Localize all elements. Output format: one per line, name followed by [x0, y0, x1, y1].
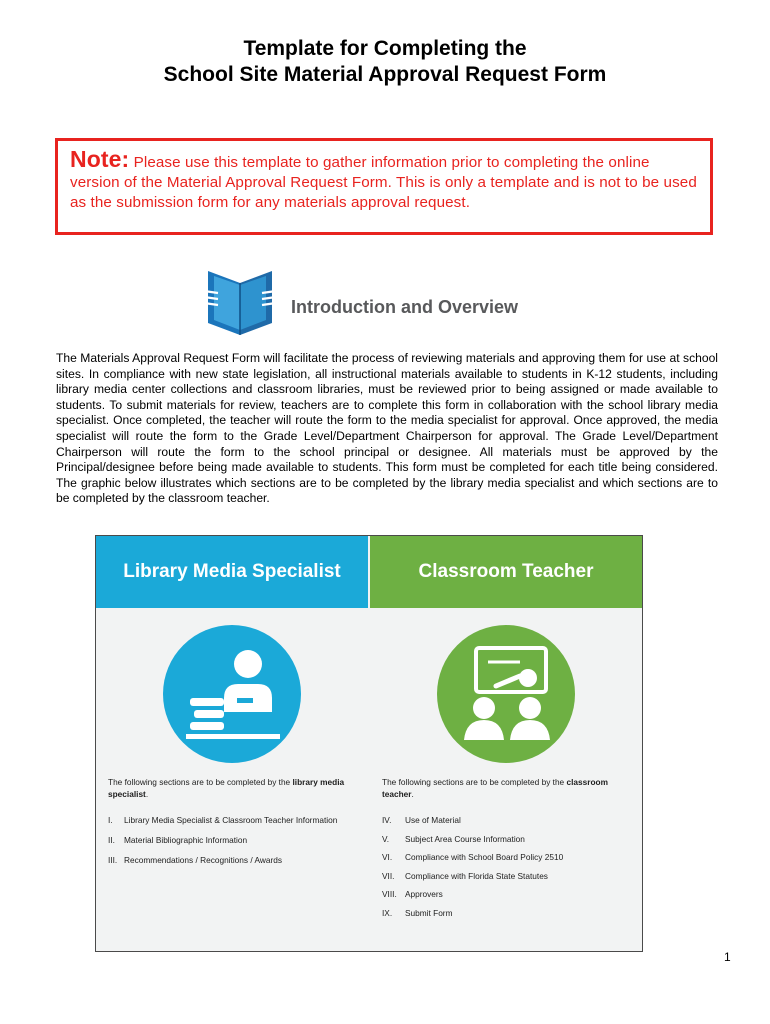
- librarian-lead: The following sections are to be completed by the library media specialist.: [108, 777, 345, 799]
- section-item: IX. Submit Form: [382, 907, 453, 918]
- intro-body: The Materials Approval Request Form will facilitate the process of reviewing materials and approving them for use at school sites. In compliance with new state legislation, all instructional materials available to students in K-12 students, including library media center collections and classroom libraries, must be reviewed prior to being assigned or made available to students. To submit materials for review, teachers are to complete this form in collaboration with the school library media specialist. Once completed, the teacher will route the form to the media specialist for approval. Once approved, the media specialist will route the form to the Grade Level/Department Chairperson for approval. The Grade Level/Department Chairperson will route the form to the school principal or designee. All materials must be approved by the Principal/designee before being made available to students. This form must be completed for each title being considered. The graphic below illustrates which sections are to be completed by the library media specialist and which sections are to be completed by the classroom teacher.: [56, 351, 718, 506]
- teacher-sections: [382, 776, 632, 925]
- librarian-column: [96, 536, 368, 951]
- teacher-circle: [370, 624, 642, 764]
- librarian-header: Library Media Specialist: [96, 536, 368, 608]
- librarian-at-desk-icon: [162, 624, 302, 764]
- page-title: [0, 36, 770, 88]
- roles-graphic: [95, 535, 643, 952]
- section-item: III. Recommendations / Recognitions / Awards: [108, 855, 283, 865]
- librarian-lead-bold: library media specialist: [108, 777, 345, 799]
- teacher-at-board-icon: [436, 624, 576, 764]
- page-number: 1: [724, 950, 731, 964]
- librarian-circle: [96, 624, 368, 764]
- teacher-column: [370, 536, 642, 951]
- teacher-lead-bold: classroom teacher: [382, 777, 609, 799]
- title-line-2: School Site Material Approval Request Form: [163, 63, 607, 86]
- section-item: VII. Compliance with Florida State Statutes: [382, 870, 548, 881]
- intro-heading: Introduction and Overview: [291, 297, 519, 317]
- section-item: I. Library Media Specialist & Classroom Teacher Information: [108, 815, 338, 825]
- section-item: IV. Use of Material: [382, 815, 461, 825]
- note-box: [55, 138, 713, 235]
- section-item: VI. Compliance with School Board Policy 2510: [382, 852, 564, 862]
- librarian-sections: [108, 776, 358, 874]
- open-book-icon: [202, 267, 278, 337]
- teacher-lead: The following sections are to be completed by the classroom teacher.: [382, 777, 609, 799]
- title-line-1: Template for Completing the: [243, 37, 527, 60]
- note-text: Please use this template to gather information prior to completing the online version of the Material Approval Request Form. This is only a template and is not to be used as the submission form for any materials approval request.: [70, 154, 697, 211]
- note-label: Note:: [70, 146, 130, 172]
- section-item: II. Material Bibliographic Information: [108, 835, 248, 845]
- section-item: VIII. Approvers: [382, 889, 443, 899]
- teacher-header: Classroom Teacher: [370, 536, 642, 608]
- section-item: V. Subject Area Course Information: [382, 833, 525, 844]
